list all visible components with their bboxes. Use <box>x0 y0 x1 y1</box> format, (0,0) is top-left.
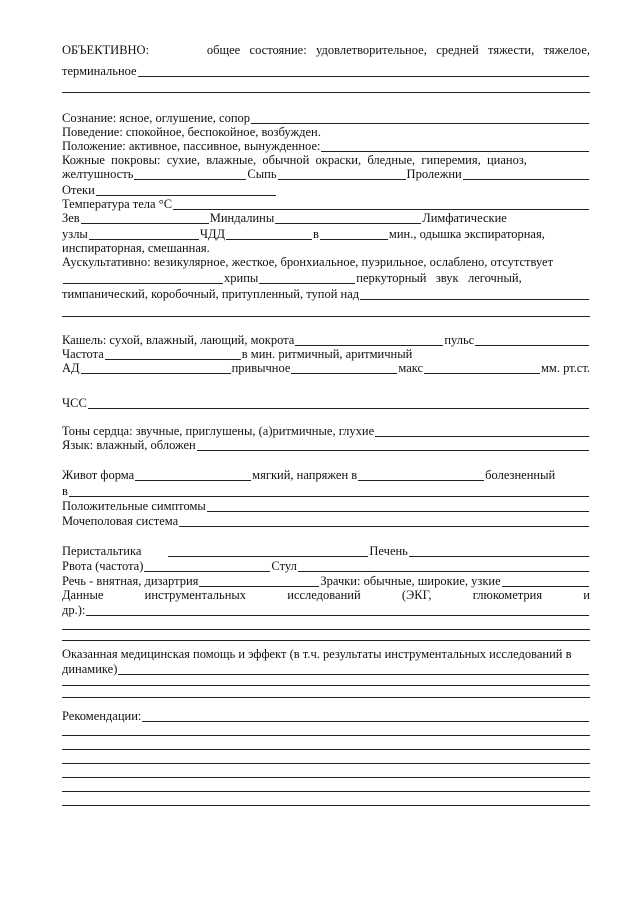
dyspnea-label: мин., одышка экспираторная, <box>388 227 545 241</box>
rash-label: Сыпь <box>247 167 277 181</box>
peristalsis-label: Перистальтика <box>62 544 142 558</box>
general-condition-line <box>62 43 590 58</box>
medical-help-line <box>62 647 590 662</box>
positive-symptoms-label: Положительные симптомы <box>62 499 206 513</box>
throat-label: Зев <box>62 211 80 225</box>
speech-label: Речь - внятная, дизартрия <box>62 574 199 588</box>
instrumental-line-2 <box>62 603 590 618</box>
objective-header: ОБЪЕКТИВНО: <box>62 43 150 57</box>
temperature-label: Температура тела °С <box>62 197 173 211</box>
blood-pressure-line <box>62 361 590 376</box>
general-condition-field[interactable] <box>138 65 589 77</box>
nodes-line <box>62 227 590 242</box>
heart-rate-label: ЧСС <box>62 396 87 410</box>
percussion-line <box>62 287 590 302</box>
usual-bp-label: привычное <box>231 361 291 375</box>
bp-label: АД <box>62 361 80 375</box>
position-line <box>62 139 590 154</box>
tongue-line <box>62 438 590 453</box>
blank-line[interactable] <box>62 749 590 750</box>
throat-field[interactable] <box>81 212 209 224</box>
bp-unit: мм. рт.ст. <box>541 361 590 375</box>
auscultation-line <box>62 255 590 270</box>
behavior-label: Поведение: спокойное, беспокойное, возбужден. <box>62 125 321 139</box>
instr-word-3: исследований <box>287 588 361 602</box>
heart-sounds-line <box>62 424 590 439</box>
painful-field[interactable] <box>69 485 589 497</box>
edema-line <box>62 183 590 198</box>
urogenital-field[interactable] <box>179 515 589 527</box>
painful-in-label: в <box>62 484 68 498</box>
instr-word-2: инструментальных <box>144 588 247 602</box>
stool-label: Стул <box>271 559 297 573</box>
pulse-field[interactable] <box>475 334 589 346</box>
frequency-line <box>62 347 590 362</box>
terminal-label: терминальное <box>62 64 137 78</box>
tonsils-field[interactable] <box>275 212 421 224</box>
nodes-label: узлы <box>62 227 88 241</box>
blank-line[interactable] <box>62 777 590 778</box>
frequency-label: Частота <box>62 347 104 361</box>
terminal-line <box>62 64 590 79</box>
blank-line[interactable] <box>62 735 590 736</box>
position-label: Положение: активное, пассивное, вынужденное: <box>62 139 321 153</box>
blank-line[interactable] <box>62 92 590 93</box>
temperature-field[interactable] <box>173 198 589 210</box>
in-field[interactable] <box>320 228 388 240</box>
consciousness-field[interactable] <box>251 112 589 124</box>
painful-label: болезненный <box>485 468 556 482</box>
percussion-options: тимпанический, коробочный, притупленный, тупой над <box>62 287 360 301</box>
auscultation-field[interactable] <box>63 272 223 284</box>
instr-word-4: (ЭКГ, <box>401 588 432 602</box>
tension-label: мягкий, напряжен в <box>252 468 358 482</box>
cough-label: Кашель: сухой, влажный, лающий, мокрота <box>62 333 295 347</box>
rales-line <box>62 271 590 286</box>
instr-word-6: и <box>583 588 590 602</box>
jaundice-field[interactable] <box>134 168 246 180</box>
recommendations-label: Рекомендации: <box>62 709 142 723</box>
sputum-field[interactable] <box>295 334 443 346</box>
edema-field[interactable] <box>96 184 276 196</box>
stool-field[interactable] <box>298 560 589 572</box>
rales-label: хрипы <box>224 271 259 285</box>
medical-help-field[interactable] <box>118 663 589 675</box>
auscultation-label: Аускультативно: везикулярное, жесткое, бронхиальное, пуэрильное, ослаблено, отсутствует <box>62 255 554 269</box>
rash-field[interactable] <box>278 168 406 180</box>
pulse-label: пульс <box>444 333 475 347</box>
positive-symptoms-line <box>62 499 590 514</box>
positive-symptoms-field[interactable] <box>207 500 589 512</box>
dynamics-label: динамике) <box>62 662 118 676</box>
heart-sounds-field[interactable] <box>375 425 589 437</box>
skin-label: Кожные покровы: сухие, влажные, обычной окраски, бледные, гиперемия, цианоз, <box>62 153 527 167</box>
skin-details-line <box>62 167 590 182</box>
max-bp-field[interactable] <box>424 362 540 374</box>
general-condition-options: общее состояние: удовлетворительное, средней тяжести, тяжелое, <box>206 43 590 57</box>
behavior-line <box>62 125 590 140</box>
dyspnea-line <box>62 241 590 256</box>
urogenital-label: Мочеполовая система <box>62 514 179 528</box>
heart-rate-line <box>62 396 590 411</box>
urogenital-line <box>62 514 590 529</box>
abdomen-label: Живот форма <box>62 468 135 482</box>
vomit-line <box>62 559 590 574</box>
cough-line <box>62 333 590 348</box>
instr-other-label: др.): <box>62 603 86 617</box>
abdomen-line-2 <box>62 484 590 499</box>
blank-line[interactable] <box>62 640 590 641</box>
heart-rate-field[interactable] <box>88 397 589 409</box>
consciousness-line <box>62 111 590 126</box>
max-bp-label: макс <box>398 361 424 375</box>
blank-line[interactable] <box>62 805 590 806</box>
usual-bp-field[interactable] <box>291 362 397 374</box>
temperature-line <box>62 197 590 212</box>
consciousness-label: Сознание: ясное, оглушение, сопор <box>62 111 251 125</box>
tension-field[interactable] <box>358 469 484 481</box>
abdomen-form-field[interactable] <box>135 469 251 481</box>
resp-rate-field[interactable] <box>226 228 312 240</box>
pupils-field[interactable] <box>502 575 589 587</box>
recommendations-line <box>62 709 590 724</box>
jaundice-label: желтушность <box>62 167 134 181</box>
instr-word-1: Данные <box>62 588 104 602</box>
lymph-label: Лимфатические <box>422 211 507 225</box>
instrumental-field[interactable] <box>86 604 589 616</box>
tonsils-label: Миндалины <box>209 211 275 225</box>
peristalsis-line <box>62 544 590 559</box>
bedsores-label: Пролежни <box>406 167 462 181</box>
speech-field[interactable] <box>199 575 319 587</box>
peristalsis-field[interactable] <box>168 545 368 557</box>
heart-sounds-label: Тоны сердца: звучные, приглушены, (а)ритмичные, глухие <box>62 424 375 438</box>
speech-line <box>62 574 590 589</box>
liver-field[interactable] <box>409 545 589 557</box>
blank-line[interactable] <box>62 316 590 317</box>
rhythm-label: в мин. ритмичный, аритмичный <box>241 347 413 361</box>
blank-line[interactable] <box>62 629 590 630</box>
edema-label: Отеки <box>62 183 95 197</box>
instr-word-5: глюкометрия <box>472 588 543 602</box>
in-label: в <box>313 227 319 241</box>
position-field[interactable] <box>321 140 589 152</box>
blank-line[interactable] <box>62 791 590 792</box>
medical-help-line-2 <box>62 662 590 677</box>
tongue-field[interactable] <box>197 439 589 451</box>
vomit-field[interactable] <box>144 560 270 572</box>
nodes-field[interactable] <box>89 228 199 240</box>
blank-line[interactable] <box>62 697 590 698</box>
dyspnea-types: инспираторная, смешанная. <box>62 241 210 255</box>
bedsores-field[interactable] <box>463 168 589 180</box>
percussion-label: перкуторный звук легочный, <box>356 271 522 285</box>
dullness-field[interactable] <box>360 288 589 300</box>
vomit-label: Рвота (частота) <box>62 559 144 573</box>
throat-line <box>62 211 590 226</box>
tongue-label: Язык: влажный, обложен <box>62 438 196 452</box>
liver-label: Печень <box>369 544 408 558</box>
blank-line[interactable] <box>62 763 590 764</box>
resp-rate-label: ЧДД <box>199 227 226 241</box>
rales-field[interactable] <box>259 272 355 284</box>
abdomen-line <box>62 468 590 483</box>
bp-field[interactable] <box>81 362 231 374</box>
pupils-label: Зрачки: обычные, широкие, узкие <box>320 574 501 588</box>
frequency-field[interactable] <box>105 348 241 360</box>
recommendations-field[interactable] <box>142 710 589 722</box>
skin-line <box>62 153 590 168</box>
blank-line[interactable] <box>62 685 590 686</box>
medical-help-label: Оказанная медицинская помощь и эффект (в т.ч. результаты инструментальных исследований в <box>62 647 572 661</box>
instrumental-line <box>62 588 590 603</box>
